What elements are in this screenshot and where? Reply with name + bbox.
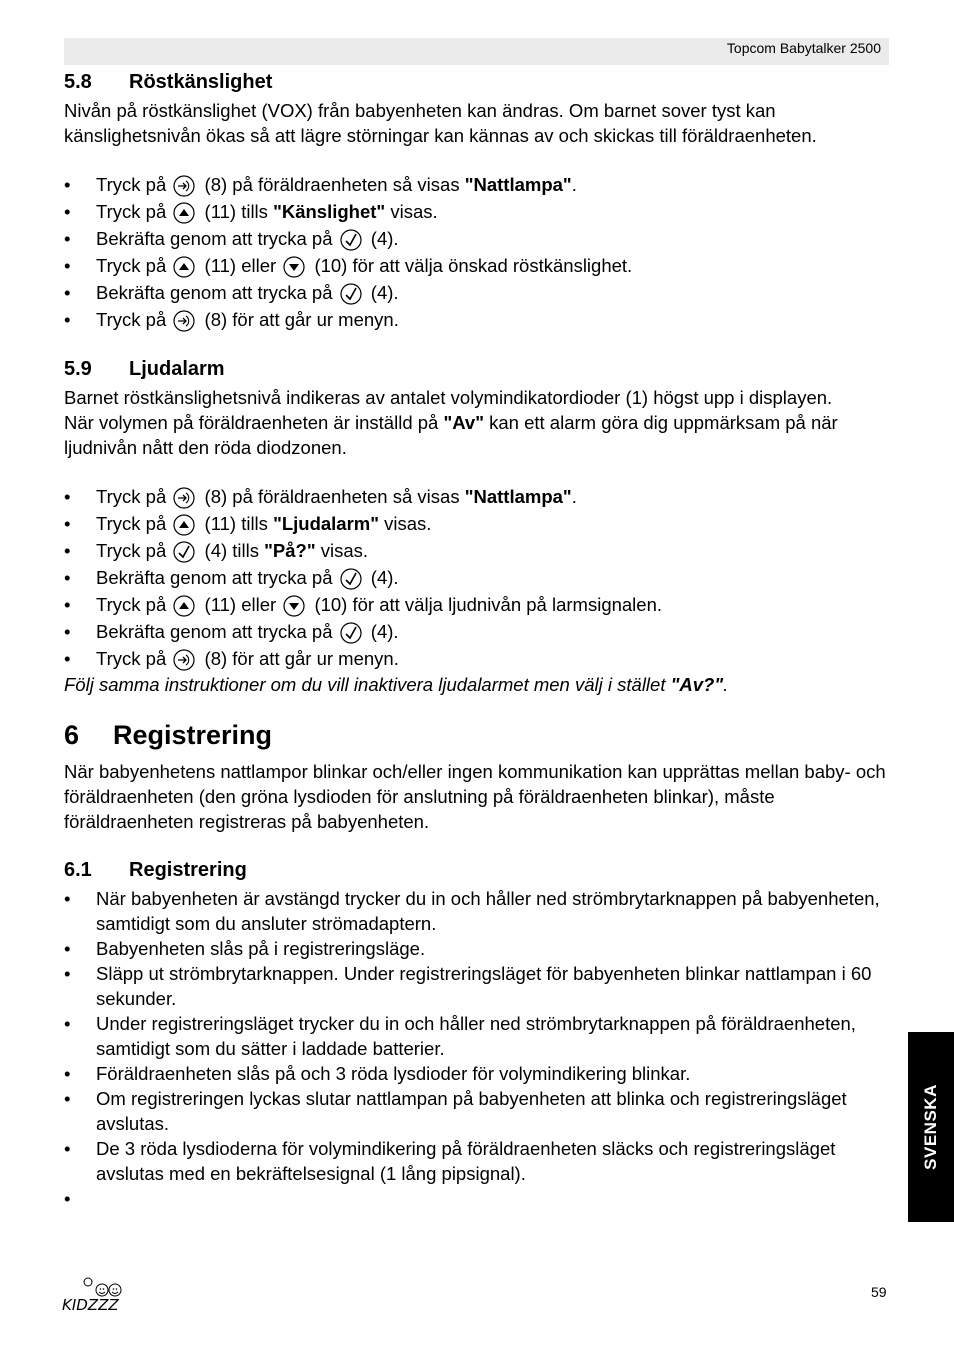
bullet: • [64,255,71,276]
chapter-number: 6 [64,720,80,750]
language-tab-label: SVENSKA [921,1084,940,1170]
language-tab [908,1032,954,1222]
list-item: • Tryck på (11) eller (10) för att välja önskad röstkänslighet. [64,252,894,279]
list-item: • Tryck på (11) tills "Känslighet" visas. [64,198,894,225]
list-item: • Under registreringsläget trycker du in och håller ned strömbrytarknappen på föräldraenheten, samtidigt som du sätter i laddade batterier. [64,1013,856,1059]
list-item: • Tryck på (4) tills "På?" visas. [64,537,894,564]
menu-button-icon [173,175,195,197]
ok-button-icon [173,541,195,563]
bullet: • [64,540,71,561]
list-item: • De 3 röda lysdioderna för volymindikering på föräldraenheten släcks och registreringsläget avslutas med en bekräftelsesignal (1 lång pipsignal). [64,1138,836,1184]
section-5-8-intro: Nivån på röstkänslighet (VOX) från babyenheten kan ändras. Om barnet sover tyst kan känslighetsnivån ökas så att lägre störningar kan kännas av och skickas till föräldraenheten. [64,100,817,146]
section-5-8-heading [64,68,894,96]
chapter-6-heading [64,717,894,753]
up-button-icon [173,256,195,278]
list-item [64,1186,894,1211]
bullet: • [64,648,71,669]
section-5-9-note: Följ samma instruktioner om du vill inaktivera ljudalarmet men välj i stället "Av?". [64,674,729,695]
list-item: • Bekräfta genom att trycka på (4). [64,618,894,645]
page-content [64,68,894,1211]
up-button-icon [173,595,195,617]
ok-button-icon [340,229,362,251]
bullet: • [64,282,71,303]
section-5-9-steps [64,483,894,672]
list-item: • Bekräfta genom att trycka på (4). [64,564,894,591]
list-item: • Släpp ut strömbrytarknappen. Under registreringsläget för babyenheten blinkar nattlampan i 60 sekunder. [64,963,872,1009]
down-button-icon [283,595,305,617]
up-button-icon [173,202,195,224]
chapter-title: Registrering [113,720,273,750]
section-6-1-steps [64,886,894,1211]
list-item: • När babyenheten är avstängd trycker du in och håller ned strömbrytarknappen på babyenheten, samtidigt som du ansluter strömadaptern. [64,888,880,934]
section-number: 5.9 [64,358,92,380]
list-item: • Tryck på (11) eller (10) för att välja ljudnivån på larmsignalen. [64,591,894,618]
section-5-9-intro: Barnet röstkänslighetsnivå indikeras av antalet volymindikatordioder (1) högst upp i displayen. [64,387,833,408]
bullet: • [64,888,71,909]
list-item: • Tryck på (8) för att går ur menyn. [64,645,894,672]
bullet: • [64,1013,71,1034]
section-6-1-heading [64,856,894,884]
list-item: • Tryck på (8) på föräldraenheten så visas "Nattlampa". [64,171,894,198]
list-item: • Babyenheten slås på i registreringsläge. [64,938,426,959]
list-item: • Tryck på (8) för att går ur menyn. [64,306,894,333]
list-item: • Föräldraenheten slås på och 3 röda lysdioder för volymindikering blinkar. [64,1063,691,1084]
bullet: • [64,594,71,615]
list-item: • Bekräfta genom att trycka på (4). [64,225,894,252]
document-title: Topcom Babytalker 2500 [726,40,881,56]
section-5-9-intro-2: När volymen på föräldraenheten är inställd på "Av" kan ett alarm göra dig uppmärksam på när ljudnivån nått den röda diodzonen. [64,412,838,458]
bullet: • [64,1138,71,1159]
bullet: • [64,174,71,195]
bullet: • [64,486,71,507]
section-title: Röstkänslighet [129,71,273,93]
bullet: • [64,513,71,534]
section-number: 5.8 [64,71,92,93]
bullet: • [64,621,71,642]
header-bar [64,38,889,65]
ok-button-icon [340,568,362,590]
bullet: • [64,963,71,984]
menu-button-icon [173,310,195,332]
section-number: 6.1 [64,859,92,881]
list-item: • Bekräfta genom att trycka på (4). [64,279,894,306]
bullet: • [64,309,71,330]
menu-button-icon [173,649,195,671]
kidzzz-logo [60,1273,132,1313]
svg-text:KIDZZZ: KIDZZZ [62,1296,119,1313]
menu-button-icon [173,487,195,509]
section-5-8-steps [64,171,894,333]
bullet: • [64,1063,71,1084]
bullet: • [64,567,71,588]
up-button-icon [173,514,195,536]
section-title: Ljudalarm [129,358,225,380]
ok-button-icon [340,622,362,644]
bullet: • [64,1188,71,1209]
bullet: • [64,938,71,959]
list-item: • Tryck på (11) tills "Ljudalarm" visas. [64,510,894,537]
down-button-icon [283,256,305,278]
ok-button-icon [340,283,362,305]
bullet: • [64,201,71,222]
list-item: • Tryck på (8) på föräldraenheten så visas "Nattlampa". [64,483,894,510]
section-title: Registrering [129,859,247,881]
list-item: • Om registreringen lyckas slutar nattlampan på babyenheten att blinka och registreringsläget avslutas. [64,1088,847,1134]
page-number: 59 [871,1284,887,1300]
section-5-9-heading [64,355,894,383]
bullet: • [64,228,71,249]
chapter-6-intro: När babyenhetens nattlampor blinkar och/eller ingen kommunikation kan upprättas mellan baby- och föräldraenheten (den gröna lysdioden för anslutning på föräldraenheten blinkar), måste föräldraenheten registreras på babyenheten. [64,761,886,832]
bullet: • [64,1088,71,1109]
